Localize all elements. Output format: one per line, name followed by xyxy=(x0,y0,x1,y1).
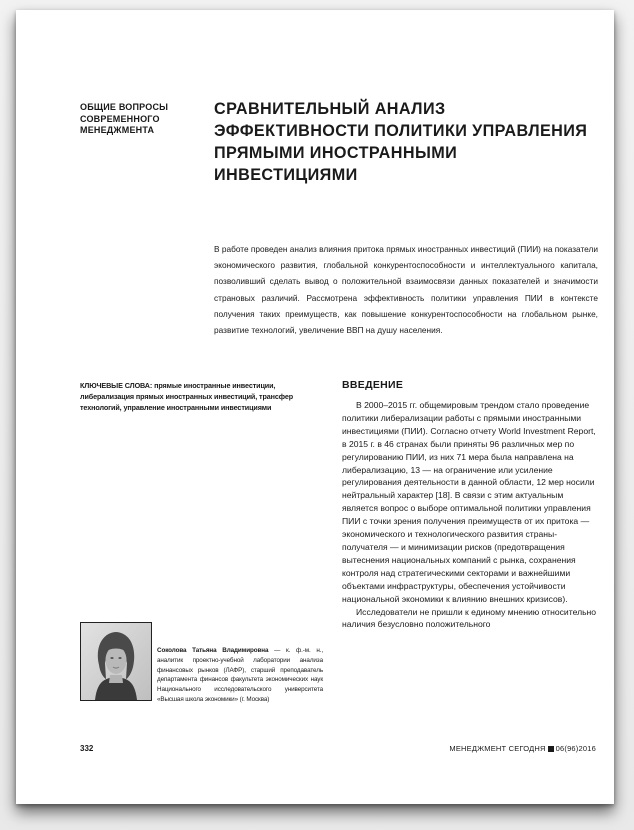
author-name: Соколова Татьяна Владимировна xyxy=(157,647,269,654)
author-info xyxy=(157,646,323,705)
article-title: СРАВНИТЕЛЬНЫЙ АНАЛИЗ ЭФФЕКТИВНОСТИ ПОЛИТИКИ УПРАВЛЕНИЯ ПРЯМЫМИ ИНОСТРАННЫМИ ИНВЕСТИЦИЯМИ xyxy=(214,100,588,184)
introduction-heading: ВВЕДЕНИЕ xyxy=(342,379,404,391)
square-separator-icon xyxy=(548,746,554,752)
journal-name: МЕНЕДЖМЕНТ СЕГОДНЯ xyxy=(449,744,546,753)
introduction-paragraph-2: Исследователи не пришли к единому мнению относительно наличия безусловно положительного xyxy=(342,606,597,630)
section-label: ОБЩИЕ ВОПРОСЫ СОВРЕМЕННОГО МЕНЕДЖМЕНТА xyxy=(80,102,169,135)
author-bio: — к. ф.-м. н., аналитик проектно-учебной лаборатории анализа финансовых рынков (ЛАФР), старший преподаватель департамента финансов факультета экономических наук Национального исследовательского университета «Высшая школа экономики» (г. Москва) xyxy=(157,647,323,703)
journal-page xyxy=(16,10,614,804)
journal-footer xyxy=(449,744,596,753)
abstract: В работе проведен анализ влияния притока прямых иностранных инвестиций (ПИИ) на показатели экономического развития, глобальной конкурентоспособности и интеллектуального капитала, позволивший сделать вывод о положительной взаимосвязи данных показателей и значимости страновых различий. Рассмотрена эффективность политики управления ПИИ в контексте получения таких преимуществ, как повышение конкурентоспособности на глобальном рынке, развитие технологий, увеличение ВВП на душу населения. xyxy=(214,244,598,336)
introduction-paragraph-1: В 2000–2015 гг. общемировым трендом стало проведение политики либерализации работы с прямыми иностранными инвестициями (ПИИ). Согласно отчету World Investment Report, в 2015 г. в 46 странах были приняты 96 различных мер по регулированию ПИИ, из них 71 мера была направлена на либерализацию, 13 — на ограничение или усиление регулирования деятельности в данной области, 12 мер носили нейтральный характер [18]. В связи с этим актуальным является вопрос о выборе оптимальной политики управления ПИИ с точки зрения получения преимуществ от их притока — экономического и технологического развития страны-получателя — и минимизации рисков (предотвращения вытеснения национальных компаний с рынка, сохранения контроля над стратегическими секторами и важнейшими объектами инфраструктуры, обеспечения устойчивости национальной экономики к влиянию внешних кризисов). xyxy=(342,400,596,604)
journal-issue: 06(96)2016 xyxy=(555,744,596,753)
author-portrait-image xyxy=(81,623,151,700)
keywords-label: КЛЮЧЕВЫЕ СЛОВА: xyxy=(80,381,153,390)
page-number: 332 xyxy=(80,744,94,753)
keywords-text: прямые иностранные инвестиции, либерализация прямых иностранных инвестиций, трансфер технологий, управление иностранными инвестициями xyxy=(80,381,294,412)
keywords xyxy=(80,380,324,413)
introduction-body xyxy=(342,399,600,631)
author-photo xyxy=(80,622,152,701)
